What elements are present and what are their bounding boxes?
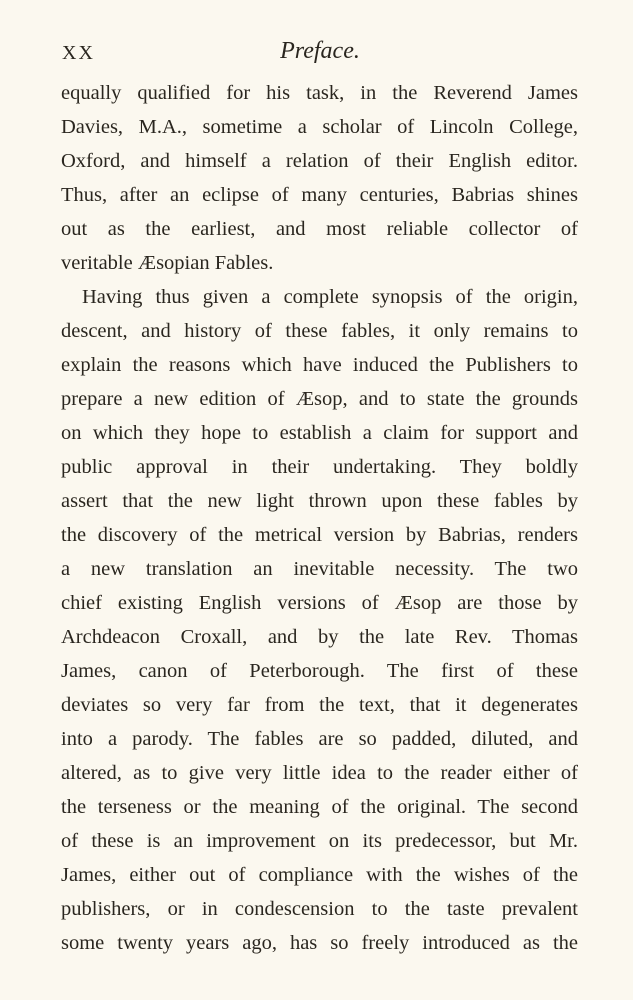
running-head: Preface. [280, 38, 360, 64]
text-line: the terseness or the meaning of the original. The second [61, 796, 578, 818]
text-line: a new translation an inevitable necessity. The two [61, 558, 578, 580]
text-line: chief existing English versions of Æsop are those by [61, 592, 578, 614]
text-line: Archdeacon Croxall, and by the late Rev. Thomas [61, 626, 578, 648]
text-line: altered, as to give very little idea to the reader either of [61, 762, 578, 784]
text-line: out as the earliest, and most reliable collector of [61, 218, 578, 240]
text-line: prepare a new edition of Æsop, and to state the grounds [61, 388, 578, 410]
text-line: some twenty years ago, has so freely introduced as the [61, 932, 578, 954]
text-line: Having thus given a complete synopsis of the origin, [82, 286, 578, 308]
page-number: XX [62, 42, 95, 64]
text-line: equally qualified for his task, in the Reverend James [61, 82, 578, 104]
text-line: James, canon of Peterborough. The first of these [61, 660, 578, 682]
text-line: of these is an improvement on its predecessor, but Mr. [61, 830, 578, 852]
text-line: assert that the new light thrown upon these fables by [61, 490, 578, 512]
text-line: into a parody. The fables are so padded, diluted, and [61, 728, 578, 750]
text-line: James, either out of compliance with the wishes of the [61, 864, 578, 886]
text-line: Davies, M.A., sometime a scholar of Lincoln College, [61, 116, 578, 138]
text-line: the discovery of the metrical version by Babrias, renders [61, 524, 578, 546]
text-line: publishers, or in condescension to the taste prevalent [61, 898, 578, 920]
text-line: explain the reasons which have induced the Publishers to [61, 354, 578, 376]
text-line: descent, and history of these fables, it only remains to [61, 320, 578, 342]
text-line: on which they hope to establish a claim for support and [61, 422, 578, 444]
page-header [62, 38, 578, 68]
text-line: public approval in their undertaking. They boldly [61, 456, 578, 478]
text-line: Oxford, and himself a relation of their English editor. [61, 150, 578, 172]
text-line: veritable Æsopian Fables. [61, 252, 274, 274]
body-text [61, 76, 578, 960]
text-line: Thus, after an eclipse of many centuries, Babrias shines [61, 184, 578, 206]
text-line: deviates so very far from the text, that it degenerates [61, 694, 578, 716]
